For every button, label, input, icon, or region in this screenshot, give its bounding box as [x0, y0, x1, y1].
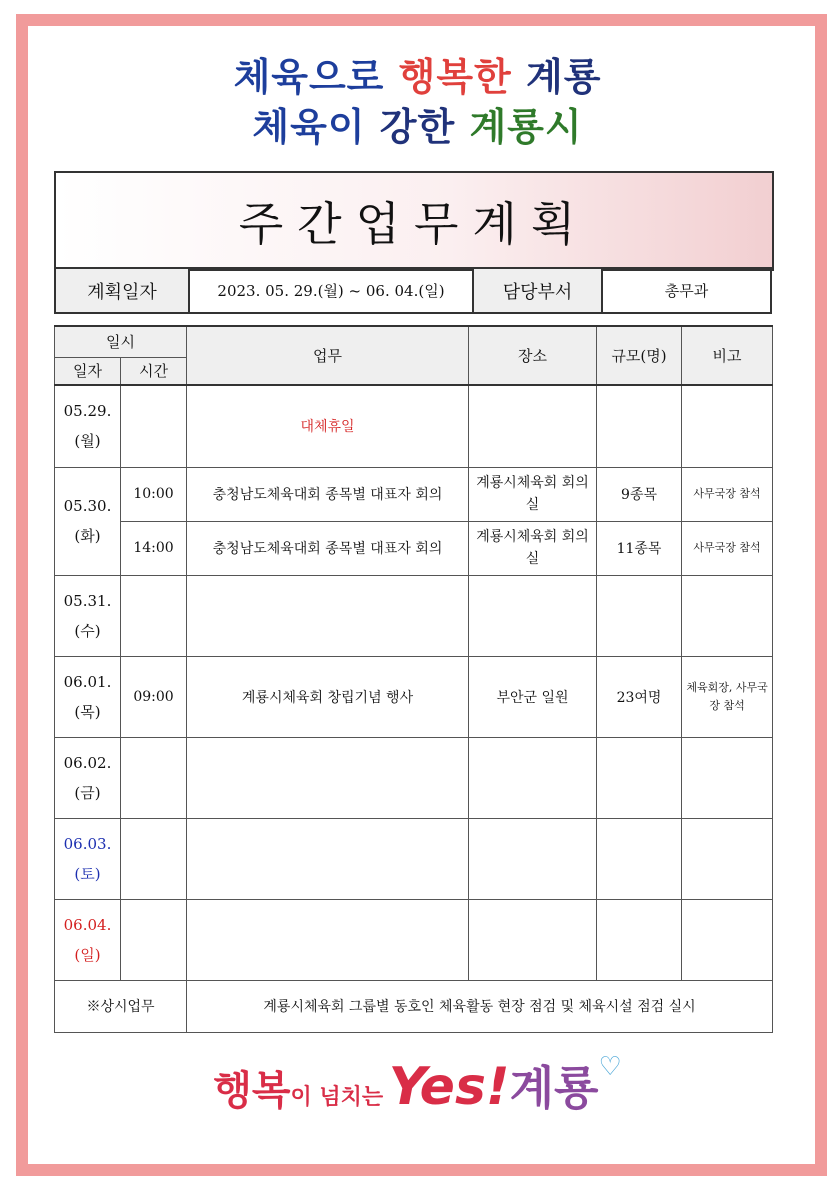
slogan-line-1	[0, 46, 835, 101]
header-schedule: 일시	[55, 326, 187, 357]
task-cell: 계룡시체육회 창립기념 행사	[187, 656, 469, 737]
note-cell: 사무국장 참석	[682, 467, 773, 521]
header-place: 장소	[469, 326, 597, 385]
time-cell	[121, 818, 187, 899]
time-cell: 10:00	[121, 467, 187, 521]
routine-text: 계룡시체육회 그룹별 동호인 체육활동 현장 점검 및 체육시설 점검 실시	[187, 980, 773, 1032]
date-cell	[55, 575, 121, 656]
table-row	[55, 467, 773, 521]
date-text: 06.03.	[63, 834, 112, 853]
header-date: 일자	[55, 357, 121, 385]
plan-meta-table	[54, 267, 772, 314]
header-task: 업무	[187, 326, 469, 385]
note-cell	[682, 899, 773, 980]
date-cell	[55, 899, 121, 980]
table-row	[55, 385, 773, 467]
date-cell	[55, 818, 121, 899]
date-text: 05.31.	[63, 591, 112, 610]
scale-cell	[597, 899, 682, 980]
dept-label: 담당부서	[473, 268, 602, 313]
date-text: 06.02.	[63, 753, 112, 772]
day-text: (금)	[74, 783, 101, 802]
scale-cell: 9종목	[597, 467, 682, 521]
document-title: 주간업무계획	[54, 171, 774, 271]
scale-cell	[597, 575, 682, 656]
plan-date-value: 2023. 05. 29.(월) ~ 06. 04.(일)	[189, 268, 473, 313]
date-text: 05.29.	[63, 402, 112, 421]
day-text: (목)	[74, 702, 101, 721]
time-cell	[121, 899, 187, 980]
time-cell	[121, 737, 187, 818]
task-cell	[187, 575, 469, 656]
slogan-part: 체육이	[252, 105, 366, 149]
date-text: 06.01.	[63, 672, 112, 691]
slogan-part: 계룡	[526, 55, 602, 99]
slogan-part: 행복한	[398, 55, 512, 99]
footer-logo-part: 이 넘치는	[290, 1085, 384, 1110]
header-time: 시간	[121, 357, 187, 385]
header-scale: 규모(명)	[597, 326, 682, 385]
date-text: 06.04.	[63, 915, 112, 934]
table-row	[55, 818, 773, 899]
scale-cell: 11종목	[597, 521, 682, 575]
date-cell	[55, 656, 121, 737]
scale-cell	[597, 385, 682, 467]
place-cell	[469, 385, 597, 467]
day-text: (토)	[74, 864, 101, 883]
table-row	[55, 575, 773, 656]
date-cell	[55, 467, 121, 575]
table-row	[55, 656, 773, 737]
schedule-table	[54, 325, 773, 1033]
footer-logo-part: Yes!	[388, 1057, 510, 1117]
note-cell: 사무국장 참석	[682, 521, 773, 575]
place-cell	[469, 818, 597, 899]
date-cell	[55, 385, 121, 467]
task-cell: 충청남도체육대회 종목별 대표자 회의	[187, 467, 469, 521]
day-text: (수)	[74, 621, 101, 640]
time-cell	[121, 385, 187, 467]
routine-row	[55, 980, 773, 1032]
task-cell: 충청남도체육대회 종목별 대표자 회의	[187, 521, 469, 575]
place-cell	[469, 575, 597, 656]
table-row	[55, 899, 773, 980]
slogan-line-2	[0, 96, 835, 151]
heart-icon: ♡	[598, 1052, 622, 1082]
day-text: (월)	[74, 432, 101, 451]
plan-date-label: 계획일자	[55, 268, 189, 313]
scale-cell	[597, 818, 682, 899]
task-cell	[187, 818, 469, 899]
date-text: 05.30.	[63, 497, 112, 515]
place-cell: 부안군 일원	[469, 656, 597, 737]
place-cell: 계룡시체육회 회의실	[469, 521, 597, 575]
dept-value: 총무과	[602, 268, 771, 313]
date-cell	[55, 737, 121, 818]
table-row	[55, 737, 773, 818]
slogan-part: 체육으로	[233, 55, 385, 99]
note-cell	[682, 818, 773, 899]
place-cell: 계룡시체육회 회의실	[469, 467, 597, 521]
task-cell: 대체휴일	[187, 385, 469, 467]
footer-logo-part: 계룡	[509, 1061, 599, 1115]
slogan-part: 강한	[379, 105, 456, 149]
time-cell: 09:00	[121, 656, 187, 737]
task-cell	[187, 737, 469, 818]
footer-logo	[0, 1052, 835, 1118]
slogan-part: 계룡시	[469, 105, 583, 149]
scale-cell	[597, 737, 682, 818]
table-row	[55, 521, 773, 575]
note-cell	[682, 575, 773, 656]
place-cell	[469, 737, 597, 818]
day-text: (화)	[74, 527, 101, 545]
note-cell	[682, 737, 773, 818]
routine-label: ※상시업무	[55, 980, 187, 1032]
time-cell	[121, 575, 187, 656]
place-cell	[469, 899, 597, 980]
header-note: 비고	[682, 326, 773, 385]
scale-cell: 23여명	[597, 656, 682, 737]
task-cell	[187, 899, 469, 980]
footer-logo-part: 행복	[213, 1068, 291, 1114]
note-cell	[682, 385, 773, 467]
time-cell: 14:00	[121, 521, 187, 575]
note-cell: 체육회장, 사무국장 참석	[682, 656, 773, 737]
day-text: (일)	[74, 945, 101, 964]
